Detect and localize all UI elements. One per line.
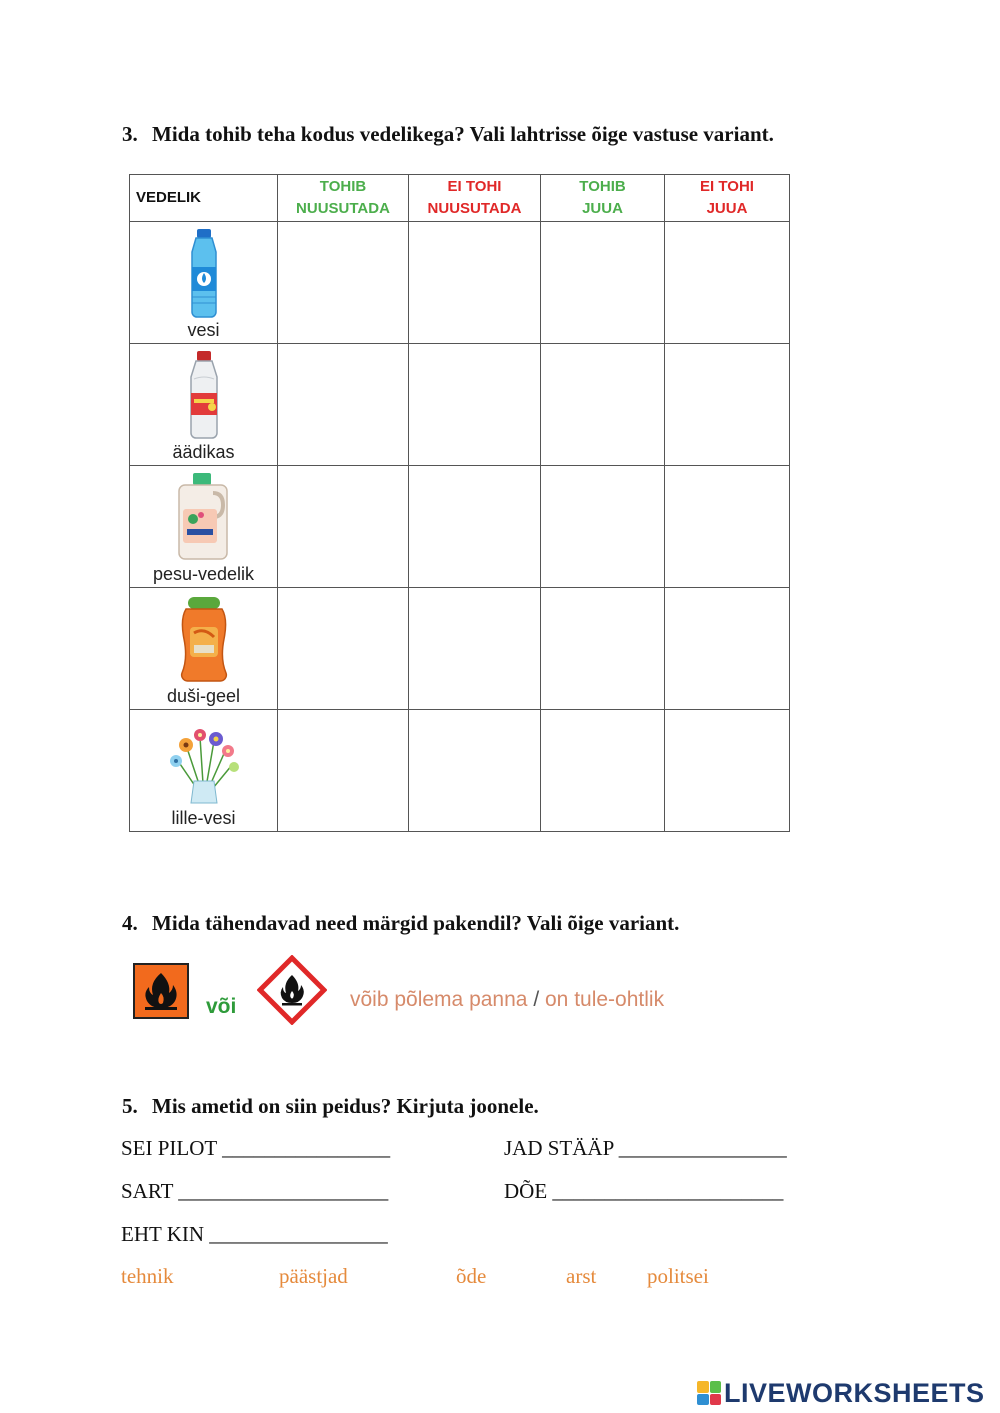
footer-brand	[697, 1376, 985, 1410]
answer-cell-lille-vesi-may-drink[interactable]	[541, 710, 665, 832]
header-may-smell: TOHIB NUUSUTADA	[278, 175, 409, 222]
option-separator: /	[533, 988, 540, 1011]
word-bank-item: arst	[566, 1264, 597, 1288]
answer-cell-pesu-vedelik-may-not-drink[interactable]	[665, 466, 790, 588]
answer-blank[interactable]: _________________	[209, 1222, 388, 1246]
header-may-not-drink: EI TOHI JUUA	[665, 175, 790, 222]
question-4-text: Mida tähendavad need märgid pakendil? Vali õige variant.	[152, 911, 680, 935]
scrambled-word: SART	[121, 1179, 174, 1203]
table-row	[130, 710, 790, 832]
shower-gel-bottle-icon	[174, 593, 234, 685]
liquid-label: vesi	[187, 320, 220, 341]
hazard-symbols-row	[133, 955, 753, 1030]
answer-cell-lille-vesi-may-not-smell[interactable]	[409, 710, 541, 832]
question-5-text: Mis ametid on siin peidus? Kirjuta joonele.	[152, 1094, 539, 1118]
question-4-title	[122, 911, 679, 936]
water-bottle-icon	[182, 227, 226, 319]
word-bank-item: tehnik	[121, 1264, 174, 1288]
answer-cell-pesu-vedelik-may-not-smell[interactable]	[409, 466, 541, 588]
table-header-row	[130, 175, 790, 222]
table-row	[130, 588, 790, 710]
liquid-cell-vesi	[130, 222, 278, 344]
table-row	[130, 222, 790, 344]
question-3-number: 3.	[122, 122, 138, 146]
or-word: või	[206, 995, 237, 1018]
answer-cell-dusi-geel-may-drink[interactable]	[541, 588, 665, 710]
answer-cell-pesu-vedelik-may-smell[interactable]	[278, 466, 409, 588]
flammable-ghs-diamond-icon	[257, 955, 327, 1025]
scramble-item-3	[121, 1179, 388, 1204]
detergent-bottle-icon	[169, 471, 239, 563]
answer-cell-aadikas-may-drink[interactable]	[541, 344, 665, 466]
word-bank-item: päästjad	[279, 1264, 348, 1288]
scramble-item-5	[121, 1222, 388, 1247]
answer-cell-vesi-may-not-smell[interactable]	[409, 222, 541, 344]
scramble-item-4	[504, 1179, 783, 1204]
liquid-label: pesu-vedelik	[152, 564, 255, 585]
liquid-cell-dusi-geel	[130, 588, 278, 710]
scrambled-word: SEI PILOT	[121, 1136, 217, 1160]
answer-cell-dusi-geel-may-not-smell[interactable]	[409, 588, 541, 710]
word-bank-item: õde	[456, 1264, 487, 1288]
liquid-cell-pesu-vedelik	[130, 466, 278, 588]
question-3-title	[122, 122, 774, 147]
question-5-title	[122, 1094, 539, 1119]
question-4-number: 4.	[122, 911, 138, 935]
flower-vase-icon	[156, 715, 252, 807]
scrambled-word: EHT KIN	[121, 1222, 205, 1246]
liquid-label: lille-vesi	[171, 808, 236, 828]
answer-cell-lille-vesi-may-not-drink[interactable]	[665, 710, 790, 832]
liveworksheets-logo-icon	[697, 1381, 721, 1405]
answer-blank[interactable]: ______________________	[552, 1179, 784, 1203]
liquid-cell-aadikas	[130, 344, 278, 466]
header-may-drink: TOHIB JUUA	[541, 175, 665, 222]
scramble-item-2	[504, 1136, 787, 1161]
answer-cell-pesu-vedelik-may-drink[interactable]	[541, 466, 665, 588]
answer-blank[interactable]: ____________________	[178, 1179, 389, 1203]
liquid-label: duši-geel	[166, 686, 241, 707]
header-liquid: VEDELIK	[130, 175, 278, 222]
header-may-not-smell: EI TOHI NUUSUTADA	[409, 175, 541, 222]
liquid-label: äädikas	[172, 442, 235, 463]
word-bank-item: politsei	[647, 1264, 709, 1288]
liquid-cell-lille-vesi	[130, 710, 278, 832]
answer-cell-vesi-may-not-drink[interactable]	[665, 222, 790, 344]
scrambled-word: JAD STÄÄP	[504, 1136, 614, 1160]
answer-cell-vesi-may-smell[interactable]	[278, 222, 409, 344]
table-row	[130, 344, 790, 466]
answer-cell-lille-vesi-may-smell[interactable]	[278, 710, 409, 832]
table-row	[130, 466, 790, 588]
answer-cell-dusi-geel-may-smell[interactable]	[278, 588, 409, 710]
liquids-table	[129, 174, 790, 832]
answer-cell-dusi-geel-may-not-drink[interactable]	[665, 588, 790, 710]
answer-blank[interactable]: ________________	[618, 1136, 787, 1160]
scrambled-word: DÕE	[504, 1179, 548, 1203]
option-b[interactable]: on tule-ohtlik	[545, 988, 665, 1011]
question-3-text: Mida tohib teha kodus vedelikega? Vali lahtrisse õige vastuse variant.	[152, 122, 774, 146]
footer-brand-text: LIVEWORKSHEETS	[724, 1377, 985, 1408]
question-5-number: 5.	[122, 1094, 138, 1118]
answer-cell-aadikas-may-not-smell[interactable]	[409, 344, 541, 466]
answer-cell-aadikas-may-smell[interactable]	[278, 344, 409, 466]
flammable-orange-square-icon	[133, 963, 189, 1019]
option-a[interactable]: võib põlema panna	[350, 988, 528, 1011]
answer-options	[350, 988, 664, 1012]
answer-cell-vesi-may-drink[interactable]	[541, 222, 665, 344]
answer-cell-aadikas-may-not-drink[interactable]	[665, 344, 790, 466]
answer-blank[interactable]: ________________	[222, 1136, 391, 1160]
vinegar-bottle-icon	[182, 349, 226, 441]
scramble-item-1	[121, 1136, 390, 1161]
